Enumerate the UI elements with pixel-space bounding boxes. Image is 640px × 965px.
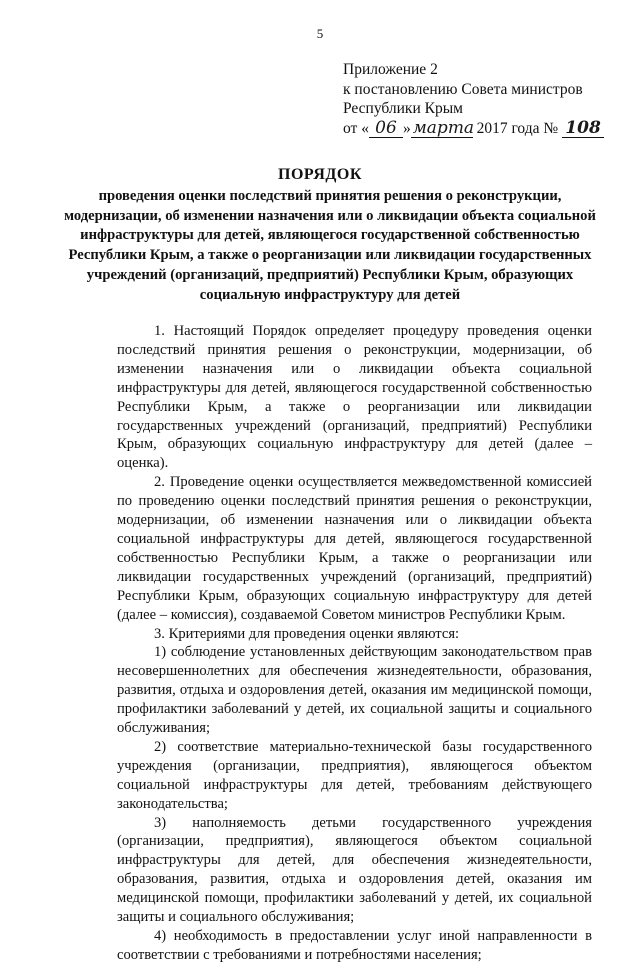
criterion-4: 4) необходимость в предоставлении услуг иной направленности в соответствии с требованиями и потребностями населения; xyxy=(117,928,592,963)
annex-date-line xyxy=(343,119,633,139)
annex-republic: Республики Крым xyxy=(343,100,463,117)
handwritten-number: 108 xyxy=(562,120,604,138)
page-number: 5 xyxy=(316,26,324,41)
handwritten-month: марта xyxy=(412,117,475,138)
document-title: ПОРЯДОК xyxy=(278,166,362,183)
date-prefix: от « xyxy=(343,119,369,137)
annex-block xyxy=(343,60,633,138)
paragraph-3: 3. Критериями для проведения оценки являются: xyxy=(154,625,460,642)
annex-resolution: к постановлению Совета министров xyxy=(343,80,583,98)
annex-title: Приложение 2 xyxy=(343,61,438,78)
handwritten-day: 06 xyxy=(369,120,403,138)
year-text: 2017 года № xyxy=(476,119,559,137)
criterion-1: 1) соблюдение установленных действующим законодательством прав несовершеннолетних для обеспечения жизнедеятельности, образования, развития, отдыха и оздоровления детей, оказания им медицинской помощи, профилактики заболеваний у детей, их социальной защиты и социального обслуживания; xyxy=(117,644,592,737)
paragraph-1: 1. Настоящий Порядок определяет процедуру проведения оценки последствий принятия решения о реконструкции, модернизации, об изменении назначения или о ликвидации объекта социальной инфраструктуры для детей, являющегося государственной собственностью Республики Крым, а также о реорганизации или ликвидации государственных учреждений (организаций, предприятий) Республики Крым, образующих социальную инфраструктуру для детей (далее – оценка). xyxy=(117,323,592,472)
criterion-3: 3) наполняемость детьми государственного учреждения (организации, предприятия), являющегося объектом социальной инфраструктуры для детей, для обеспечения жизнедеятельности, образования, развития, отдыха и оздоровления детей, оказания им медицинской помощи, профилактики заболеваний у детей, их социальной защиты и социального обслуживания; xyxy=(117,814,592,926)
date-quote-close: » xyxy=(402,119,411,137)
document-body xyxy=(117,322,592,965)
criterion-2: 2) соответствие материально-технической базы государственного учреждения (организации, предприятия), являющегося объектом социальной инфраструктуры для детей, требованиям действующего законодательства; xyxy=(117,738,592,812)
paragraph-2: 2. Проведение оценки осуществляется межведомственной комиссией по проведению оценки последствий принятия решения о реконструкции, модернизации, об изменении назначения или о ликвидации объекта социальной инфраструктуры для детей, являющегося государственной собственностью Республики Крым, а также о реорганизации или ликвидации государственных учреждений (организаций, предприятий) Республики Крым, образующих социальную инфраструктуру для детей (далее – комиссия), создаваемой Советом министров Республики Крым. xyxy=(117,474,592,623)
document-subtitle: проведения оценки последствий принятия решения о реконструкции, модернизации, об изменении назначения или о ликвидации объекта социальной инфраструктуры для детей, являющегося государственной собственностью Республики Крым, а также о реорганизации или ликвидации государственных учреждений (организаций, предприятий) Республики Крым, образующих социальную инфраструктуру для детей xyxy=(64,188,596,303)
